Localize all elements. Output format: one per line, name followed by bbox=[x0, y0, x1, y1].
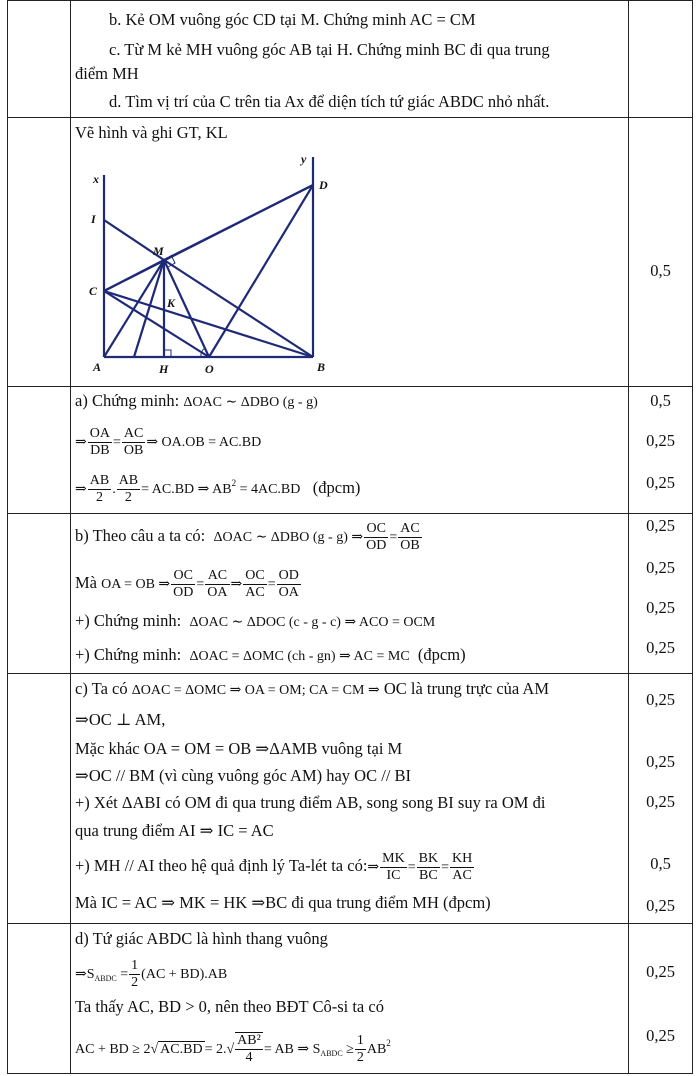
score-b-4: 0,25 bbox=[646, 638, 675, 657]
part-b-line1: b) Theo câu a ta có: ΔOAC ∼ ΔDBO (g - g) ⇒ $\frac{OC}{OD}$ = $\frac{AC}{OB}$ bbox=[75, 520, 420, 553]
score-d-2: 0,25 bbox=[646, 1026, 675, 1045]
blank-cell bbox=[8, 924, 71, 1074]
score-b-2: 0,25 bbox=[646, 558, 675, 577]
figure-cell bbox=[71, 118, 629, 387]
part-b-cell bbox=[71, 514, 629, 674]
score-c-5: 0,25 bbox=[646, 896, 675, 915]
label-H: H bbox=[159, 362, 169, 376]
label-C: C bbox=[89, 284, 98, 298]
part-a-cell bbox=[71, 387, 629, 514]
part-b-line2: Mà OA = OB ⇒ $\frac{OC}{OD}$ = $\frac{AC}{OA}$ ⇒ $\frac{OC}{AC}$ = $\frac{OD}{OA}$ bbox=[75, 567, 299, 600]
part-d-line3: Ta thấy AC, BD > 0, nên theo BĐT Cô-si ta có bbox=[75, 997, 384, 1016]
solution-table bbox=[7, 0, 693, 1074]
part-c-cell bbox=[71, 674, 629, 924]
part-c-line4: ⇒OC // BM (vì cùng vuông góc AM) hay OC // BI bbox=[75, 766, 412, 785]
score-cell bbox=[629, 1, 693, 118]
part-c-line5: +) Xét ΔABI có OM đi qua trung điểm AB, song song BI suy ra OM đi bbox=[75, 793, 546, 812]
part-c-line2: ⇒OC ⊥ AM, bbox=[75, 710, 166, 729]
score-cell bbox=[629, 118, 693, 387]
score-c-1: 0,25 bbox=[646, 690, 675, 709]
part-c-line6: qua trung điểm AI ⇒ IC = AC bbox=[75, 821, 274, 840]
part-d-cell bbox=[71, 924, 629, 1074]
score-a-2: 0,25 bbox=[646, 431, 675, 450]
score-c-3: 0,25 bbox=[646, 792, 675, 811]
question-c-line1: c. Từ M kẻ MH vuông góc AB tại H. Chứng minh BC đi qua trung bbox=[109, 40, 550, 59]
score-c-2: 0,25 bbox=[646, 752, 675, 771]
label-K: K bbox=[167, 296, 176, 310]
geometry-figure bbox=[79, 145, 379, 380]
blank-cell bbox=[8, 118, 71, 387]
label-O: O bbox=[205, 362, 214, 376]
score-a-1: 0,5 bbox=[650, 391, 671, 410]
part-b-line3: +) Chứng minh: ΔOAC ∼ ΔDOC (c - g - c) ⇒ ACO = OCM bbox=[75, 611, 436, 630]
score-b-1: 0,25 bbox=[646, 516, 675, 535]
score-d-1: 0,25 bbox=[646, 962, 675, 981]
part-a-line3: ⇒ $\frac{AB}{2}$ . $\frac{AB}{2}$ = AC.BD ⇒ $AB^2 = 4AC.BD$ (đpcm) bbox=[75, 472, 361, 505]
figure-heading: Vẽ hình và ghi GT, KL bbox=[75, 123, 228, 142]
question-c-line2: điểm MH bbox=[75, 64, 139, 83]
part-d-line2: $\Rightarrow S_{ABDC}$ = $\frac{1}{2}$ (AC + BD).AB bbox=[75, 957, 228, 990]
label-M: M bbox=[153, 244, 164, 258]
part-c-line8: Mà IC = AC ⇒ MK = HK ⇒BC đi qua trung điểm MH (đpcm) bbox=[75, 893, 491, 912]
score-cell bbox=[629, 924, 693, 1074]
part-c-line1: c) Ta có ΔOAC = ΔOMC ⇒ OA = OM; CA = CM ⇒ OC là trung trực của AM bbox=[75, 679, 550, 698]
blank-cell bbox=[8, 514, 71, 674]
blank-cell bbox=[8, 387, 71, 514]
intro-cell bbox=[71, 1, 629, 118]
blank-cell bbox=[8, 674, 71, 924]
label-I: I bbox=[91, 212, 96, 226]
score-b-3: 0,25 bbox=[646, 598, 675, 617]
score-figure: 0,5 bbox=[650, 261, 671, 280]
part-a-line1: a) Chứng minh: ΔOAC ∼ ΔDBO (g - g) bbox=[75, 391, 318, 410]
label-A: A bbox=[93, 360, 102, 374]
score-a-3: 0,25 bbox=[646, 473, 675, 492]
score-cell bbox=[629, 387, 693, 514]
part-d-line4: AC + BD ≥ 2√ AC.BD = 2.√ $\frac{\text{AB²}}{4}$ = AB ⇒ $S_{ABDC}$ ≥ $\frac{1}{2}$ $AB^2$ bbox=[75, 1032, 391, 1066]
score-cell bbox=[629, 674, 693, 924]
part-b-line4: +) Chứng minh: ΔOAC = ΔOMC (ch - gn) ⇒ AC = MC (đpcm) bbox=[75, 645, 466, 664]
part-c-line7: +) MH // AI theo hệ quả định lý Ta-lét ta có:⇒ $\frac{MK}{IC}$ = $\frac{BK}{BC}$ = $\frac{KH}{AC}$ bbox=[75, 850, 473, 883]
label-B: B bbox=[317, 360, 326, 374]
label-D: D bbox=[319, 178, 328, 192]
part-a-line2: ⇒ $\frac{OA}{DB}$ = $\frac{AC}{OB}$ ⇒ OA.OB = AC.BD bbox=[75, 425, 262, 458]
question-d: d. Tìm vị trí của C trên tia Ax để diện tích tứ giác ABDC nhỏ nhất. bbox=[109, 92, 550, 111]
blank-cell bbox=[8, 1, 71, 118]
score-c-4: 0,5 bbox=[650, 854, 671, 873]
score-cell bbox=[629, 514, 693, 674]
question-b: b. Kẻ OM vuông góc CD tại M. Chứng minh AC = CM bbox=[109, 10, 476, 29]
label-x: x bbox=[93, 172, 99, 186]
part-c-line3: Mặc khác OA = OM = OB ⇒ΔAMB vuông tại M bbox=[75, 739, 403, 758]
label-y: y bbox=[301, 152, 307, 166]
part-d-line1: d) Tứ giác ABDC là hình thang vuông bbox=[75, 929, 328, 948]
